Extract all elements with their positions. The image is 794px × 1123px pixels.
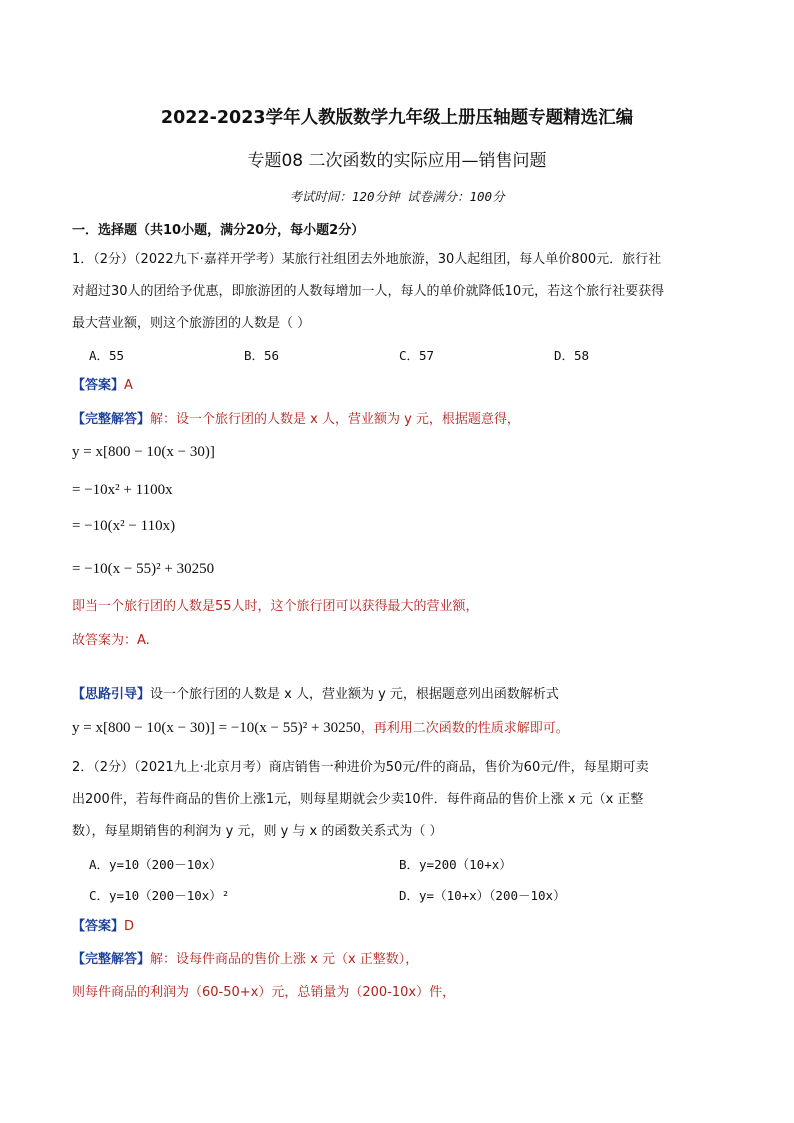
q1-hint — [72, 685, 559, 705]
q2-solution-intro — [72, 950, 418, 970]
solution-label: 【完整解答】 — [72, 412, 151, 427]
q1-formula-3: = −10(x² − 110x) — [72, 518, 176, 534]
q2-option-c: C．y=10（200－10x）² — [89, 888, 230, 903]
q1-line1: 1．（2分）（2022九下·嘉祥开学考）某旅行社组团去外地旅游，30人起组团，每人单价800元．旅行社 — [72, 252, 662, 267]
solution-label: 【完整解答】 — [72, 952, 151, 967]
answer-label: 【答案】 — [72, 378, 125, 393]
solution-text: 解：设每件商品的售价上涨 x 元（x 正整数）， — [150, 952, 419, 967]
q2-option-a: A．y=10（200－10x） — [89, 857, 222, 872]
q1-option-b: B．56 — [244, 348, 280, 363]
hint-label: 【思路引导】 — [72, 687, 151, 702]
q1-conclusion: 即当一个旅行团的人数是55人时，这个旅行团可以获得最大的营业额， — [72, 599, 479, 614]
q2-option-d: D．y=（10+x）（200－10x） — [399, 888, 566, 903]
hint-tail: ，再利用二次函数的性质求解即可。 — [360, 721, 569, 736]
hint-text: 设一个旅行团的人数是 x 人，营业额为 y 元，根据题意列出函数解析式 — [150, 687, 559, 702]
q1-formula-4: = −10(x − 55)² + 30250 — [72, 561, 215, 577]
q2-option-b: B．y=200（10+x） — [399, 857, 512, 872]
hint-formula: y = x[800 − 10(x − 30)] = −10(x − 55)² + 30250 — [72, 720, 361, 736]
answer-value: D — [124, 919, 135, 934]
q1-answer — [72, 376, 133, 396]
answer-value: A — [124, 378, 133, 393]
q1-final: 故答案为：A. — [72, 633, 150, 648]
topic-title: 专题08 二次函数的实际应用—销售问题 — [247, 151, 547, 171]
q1-solution-intro — [72, 410, 520, 430]
q1-formula-1: y = x[800 − 10(x − 30)] — [72, 444, 215, 460]
section-heading: 一．选择题（共10小题，满分20分，每小题2分） — [72, 223, 365, 238]
answer-label: 【答案】 — [72, 919, 125, 934]
q2-line3: 数），每星期销售的利润为 y 元，则 y 与 x 的函数关系式为（ ） — [72, 824, 443, 839]
q1-line3: 最大营业额，则这个旅游团的人数是（ ） — [72, 316, 311, 331]
exam-info: 考试时间：120分钟 试卷满分：100分 — [289, 189, 505, 204]
solution-text: 解：设一个旅行团的人数是 x 人，营业额为 y 元，根据题意得， — [150, 412, 520, 427]
q1-option-c: C．57 — [399, 348, 435, 363]
q2-line2: 出200件，若每件商品的售价上涨1元，则每星期就会少卖10件．每件商品的售价上涨 x 元（x 正整 — [72, 792, 644, 807]
q1-formula-2: = −10x² + 1100x — [72, 482, 173, 498]
document-title: 2022-2023学年人教版数学九年级上册压轴题专题精选汇编 — [160, 108, 634, 128]
q2-answer — [72, 917, 134, 937]
q1-line2: 对超过30人的团给予优惠，即旅游团的人数每增加一人，每人的单价就降低10元，若这个旅行社要获得 — [72, 284, 665, 299]
q2-solution-line2: 则每件商品的利润为（60-50+x）元，总销量为（200-10x）件， — [72, 985, 456, 1000]
q1-option-d: D．58 — [554, 348, 590, 363]
q2-line1: 2．（2分）（2021九上·北京月考）商店销售一种进价为50元/件的商品，售价为60元/件，每星期可卖 — [72, 760, 649, 775]
q1-hint-formula-line — [72, 718, 569, 739]
q1-option-a: A．55 — [89, 348, 125, 363]
